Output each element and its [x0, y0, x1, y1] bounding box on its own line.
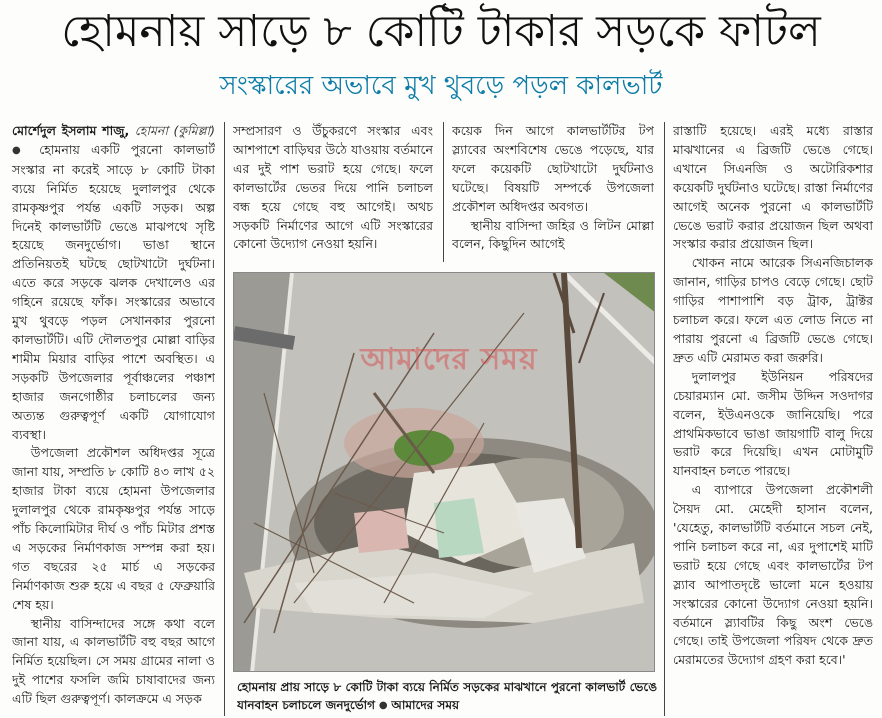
- paragraph: রাস্তাটি হয়েছে। এরই মধ্যে রাস্তার মাঝখানের এ ব্রিজটি ভেঙে গেছে। এখানে সিএনজি ও অটোরিকশার কয়েকটি দুর্ঘটনাও ঘটেছে। রাস্তা নির্মাণের আগেই অনেক পুরনো এ কালভার্টটি ভেঙে ভরাট করার প্রয়োজন ছিল অথবা সংস্কার করার প্রয়োজন ছিল।: [673, 123, 873, 252]
- paragraph: খোকন নামে আরেক সিএনজিচালক জানান, গাড়ির চাপও বেড়ে গেছে। ছোট গাড়ির পাশাপাশি বড় ট্রাক, ট্রাক্টর চলাচল করে। ফলে এত লোড নিতে না পারায় পুরনো এ ব্রিজটি ভেঙে গেছে। দ্রুত এটি মেরামত করা জরুরি।: [673, 255, 873, 365]
- headline: হোমনায় সাড়ে ৮ কোটি টাকার সড়কে ফাটল: [61, 6, 821, 57]
- photo-watermark: আমাদের সময়: [360, 342, 538, 377]
- article-column-2: [233, 122, 433, 262]
- article-column-4: [673, 122, 873, 716]
- photo-caption: [237, 678, 657, 716]
- paragraph: সম্প্রসারণ ও উঁচুকরণে সংস্কার এবং আশপাশে বাড়িঘর উঠে যাওয়ায় বর্তমানে এর দুই পাশ ভরাট হয়ে গেছে। ফলে কালভার্টের ভেতর দিয়ে পানি চলাচল বন্ধ হয়ে গেছে বহু আগেই। অথচ সড়কটি নির্মাণের আগে এটি সংস্কারের কোনো উদ্যোগ নেওয়া হয়নি।: [233, 123, 433, 252]
- paragraph: স্থানীয় বাসিন্দা জহির ও লিটন মোল্লা বলেন, কিছুদিন আগেই: [452, 217, 654, 252]
- photo-credit: আমাদের সময়: [391, 698, 460, 712]
- caption-text: হোমনায় প্রায় সাড়ে ৮ কোটি টাকা ব্যয়ে নির্মিত সড়কের মাঝখানে পুরনো কালভার্ট ভেঙে যানবাহন চলাচলে জনদুর্ভোগ: [237, 680, 657, 712]
- article-column-3: [452, 122, 654, 262]
- column-divider: [224, 122, 225, 716]
- bullet-icon: ●: [12, 144, 28, 156]
- bullet-icon: ●: [378, 700, 388, 711]
- paragraph: দুলালপুর ইউনিয়ন পরিষদের চেয়ারম্যান মো. জসীম উদ্দিন সওদাগর বলেন, ইউএনওকে জানিয়েছি। পরে প্রাথমিকভাবে ভাঙা জায়গাটি বালু দিয়ে ভরাট করে দিয়েছি। এখন মোটামুটি যানবাহন চলতে পারছে।: [673, 368, 873, 479]
- road-culvert-illustration: [234, 273, 655, 672]
- byline-author: মোর্শেদুল ইসলাম শাজু,: [12, 123, 130, 138]
- article-column-1: [12, 122, 215, 716]
- paragraph: স্থানীয় বাসিন্দাদের সঙ্গে কথা বলে জানা যায়, এ কালভার্টটি বহু বছর আগে নির্মিত হয়েছিল। সে সময় গ্রামের নালা ও দুই পাশের ফসলি জমি চাষাবাদের জন্য এটি ছিল গুরুত্বপূর্ণ। কালক্রমে এ সড়ক: [12, 615, 215, 707]
- column-divider: [664, 122, 665, 716]
- paragraph-text: হোমনায় একটি পুরনো কালভার্ট সংস্কার না করেই সাড়ে ৮ কোটি টাকা ব্যয়ে নির্মিত হয়েছে দুলালপুর থেকে রামকৃষ্ণপুর পর্যন্ত একটি সড়ক। অল্প দিনেই কালভার্টটি ভেঙে মাঝপথে সৃষ্টি হয়েছে জনদুর্ভোগ। ভাঙা স্থানে প্রতিনিয়তই ঘটছে ছোটখাটো দুর্ঘটনা। এতে করে সড়কে ঝলক দেখালেও এর গহিনে রয়েছে ফাঁক। সংস্কারের অভাবে মুখ থুবড়ে পড়ল সেখানকার পুরনো কালভার্টটি। এটি দৌলতপুর মোল্লা বাড়ির শামীম মিয়ার বাড়ির পাশে অবস্থিত। এ সড়কটি উপজেলার পূর্বাঞ্চলের পঞ্চাশ হাজার জনগোষ্ঠীর চলাচলের জন্য অত্যন্ত গুরুত্বপূর্ণ একটি যোগাযোগ ব্যবস্থা।: [12, 141, 215, 442]
- paragraph: কয়েক দিন আগে কালভার্টটির টপ স্ল্যাবের অংশবিশেষ ভেঙে পড়েছে, যার ফলে কয়েকটি ছোটখাটো দুর্ঘটনাও ঘটেছে। বিষয়টি সম্পর্কে উপজেলা প্রকৌশল অধিদপ্তর অবগত।: [452, 123, 654, 214]
- paragraph: [12, 122, 215, 444]
- subheadline: সংস্কারের অভাবে মুখ থুবড়ে পড়ল কালভার্ট: [219, 71, 663, 101]
- byline-place: হোমনা (কুমিল্লা): [134, 123, 215, 138]
- paragraph: উপজেলা প্রকৌশল অধিদপ্তর সূত্রে জানা যায়, সম্প্রতি ৮ কোটি ৪৩ লাখ ৫২ হাজার টাকা ব্যয়ে হোমনা উপজেলার দুলালপুর থেকে রামকৃষ্ণপুর পর্যন্ত সাড়ে পাঁচ কিলোমিটার দীর্ঘ ও পাঁচ মিটার প্রশস্ত এ সড়কের নির্মাণকাজ সম্পন্ন করা হয়। গত বছরের ২৫ মার্চ এ সড়কের নির্মাণকাজ শুরু হয়ে এ বছর ৫ ফেব্রুয়ারি শেষ হয়।: [12, 445, 215, 612]
- paragraph: এ ব্যাপারে উপজেলা প্রকৌশলী সৈয়দ মো. মেহেদী হাসান বলেন, 'যেহেতু, কালভার্টটি বর্তমানে সচল নেই, পানি চলাচল করে না, এর দুপাশেই মাটি ভরাট হয়ে গেছে এবং কালভার্টের টপ স্ল্যাব আপাতদৃষ্টে ভালো মনে হওয়ায় সংস্কারের কোনো উদ্যোগ নেওয়া হয়নি। বর্তমানে স্ল্যাবটির কিছু অংশ ভেঙে গেছে। তাই উপজেলা পরিষদ থেকে দ্রুত মেরামতের উদ্যোগ গ্রহণ করা হবে।': [673, 482, 873, 668]
- column-divider: [443, 122, 444, 262]
- news-photo: [233, 272, 655, 672]
